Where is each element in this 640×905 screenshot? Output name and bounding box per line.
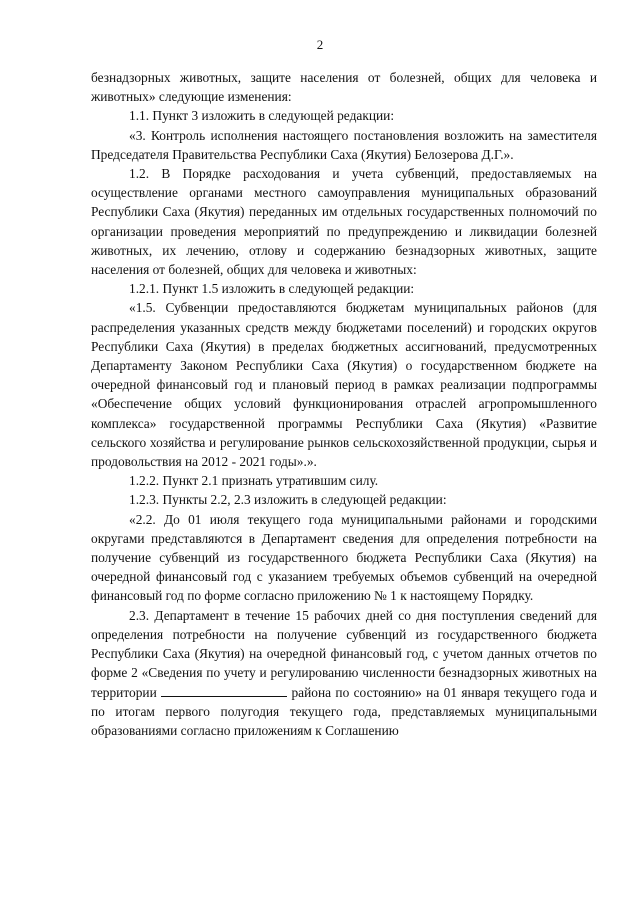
paragraph-text: района по состоянию» на 01 января текущего года и по итогам первого полугодия текущего года, представляемых муниципальными образованиями согласно приложениям к Соглашению [91,684,597,738]
paragraph: 1.2. В Порядке расходования и учета субвенций, предоставляемых на осуществление органами местного самоуправления муниципальных образований Республики Саха (Якутия) переданных им отдельных государственных полномочий по организации проведения мероприятий по предупреждению и ликвидации болезней животных, их лечению, отлову и содержанию безнадзорных животных, защите населения от болезней, общих для человека и животных: [91,166,597,278]
paragraph: «2.2. До 01 июля текущего года муниципальными районами и городскими округами представляются в Департамент сведения для определения потребности на получение субвенций из государственного бюджета Республики Саха (Якутия) на очередной финансовый год с указанием требуемых объемов субвенций на очередной финансовый год по форме согласно приложению № 1 к настоящему Порядку. [91,511,597,604]
paragraph: «1.5. Субвенции предоставляются бюджетам муниципальных районов (для распределения указанных средств между бюджетами поселений) и городских округов Республики Саха (Якутия) в пределах бюджетных ассигнований, предусмотренных Департаменту Законом Республики Саха (Якутия) о государственном бюджете на очередной финансовый год и плановый период в рамках реализации подпрограммы «Обеспечение общих условий функционирования отраслей агропромышленного комплекса» государственной программы Республики Саха (Якутия) «Развитие сельского хозяйства и регулирование рынков сельскохозяйственной продукции, сырья и продовольствия на 2012 - 2021 годы».». [91,300,597,470]
paragraph: безнадзорных животных, защите населения от болезней, общих для человека и животных» следующие изменения: [91,70,597,105]
paragraph: 1.2.1. Пункт 1.5 изложить в следующей редакции: [129,281,415,297]
paragraph [91,606,597,740]
paragraph-text: 2.3. Департамент в течение 15 рабочих дней со дня поступления сведений для определения потребности на получение субвенций из государственного бюджета Республики Саха (Якутия) на очередной финансовый год, с учетом данных отчетов по форме 2 «Сведения по учету и регулированию численности безнадзорных животных на территории [91,607,597,700]
paragraph: 1.2.2. Пункт 2.1 признать утратившим силу. [129,473,379,489]
paragraph: 1.2.3. Пункты 2.2, 2.3 изложить в следующей редакции: [129,492,447,508]
blank-fill-line [161,684,287,697]
paragraph: «3. Контроль исполнения настоящего постановления возложить на заместителя Председателя Правительства Республики Саха (Якутия) Белозерова Д.Г.». [91,127,597,162]
page-number: 2 [316,37,324,52]
paragraph: 1.1. Пункт 3 изложить в следующей редакции: [129,108,395,124]
document-body [91,68,597,740]
